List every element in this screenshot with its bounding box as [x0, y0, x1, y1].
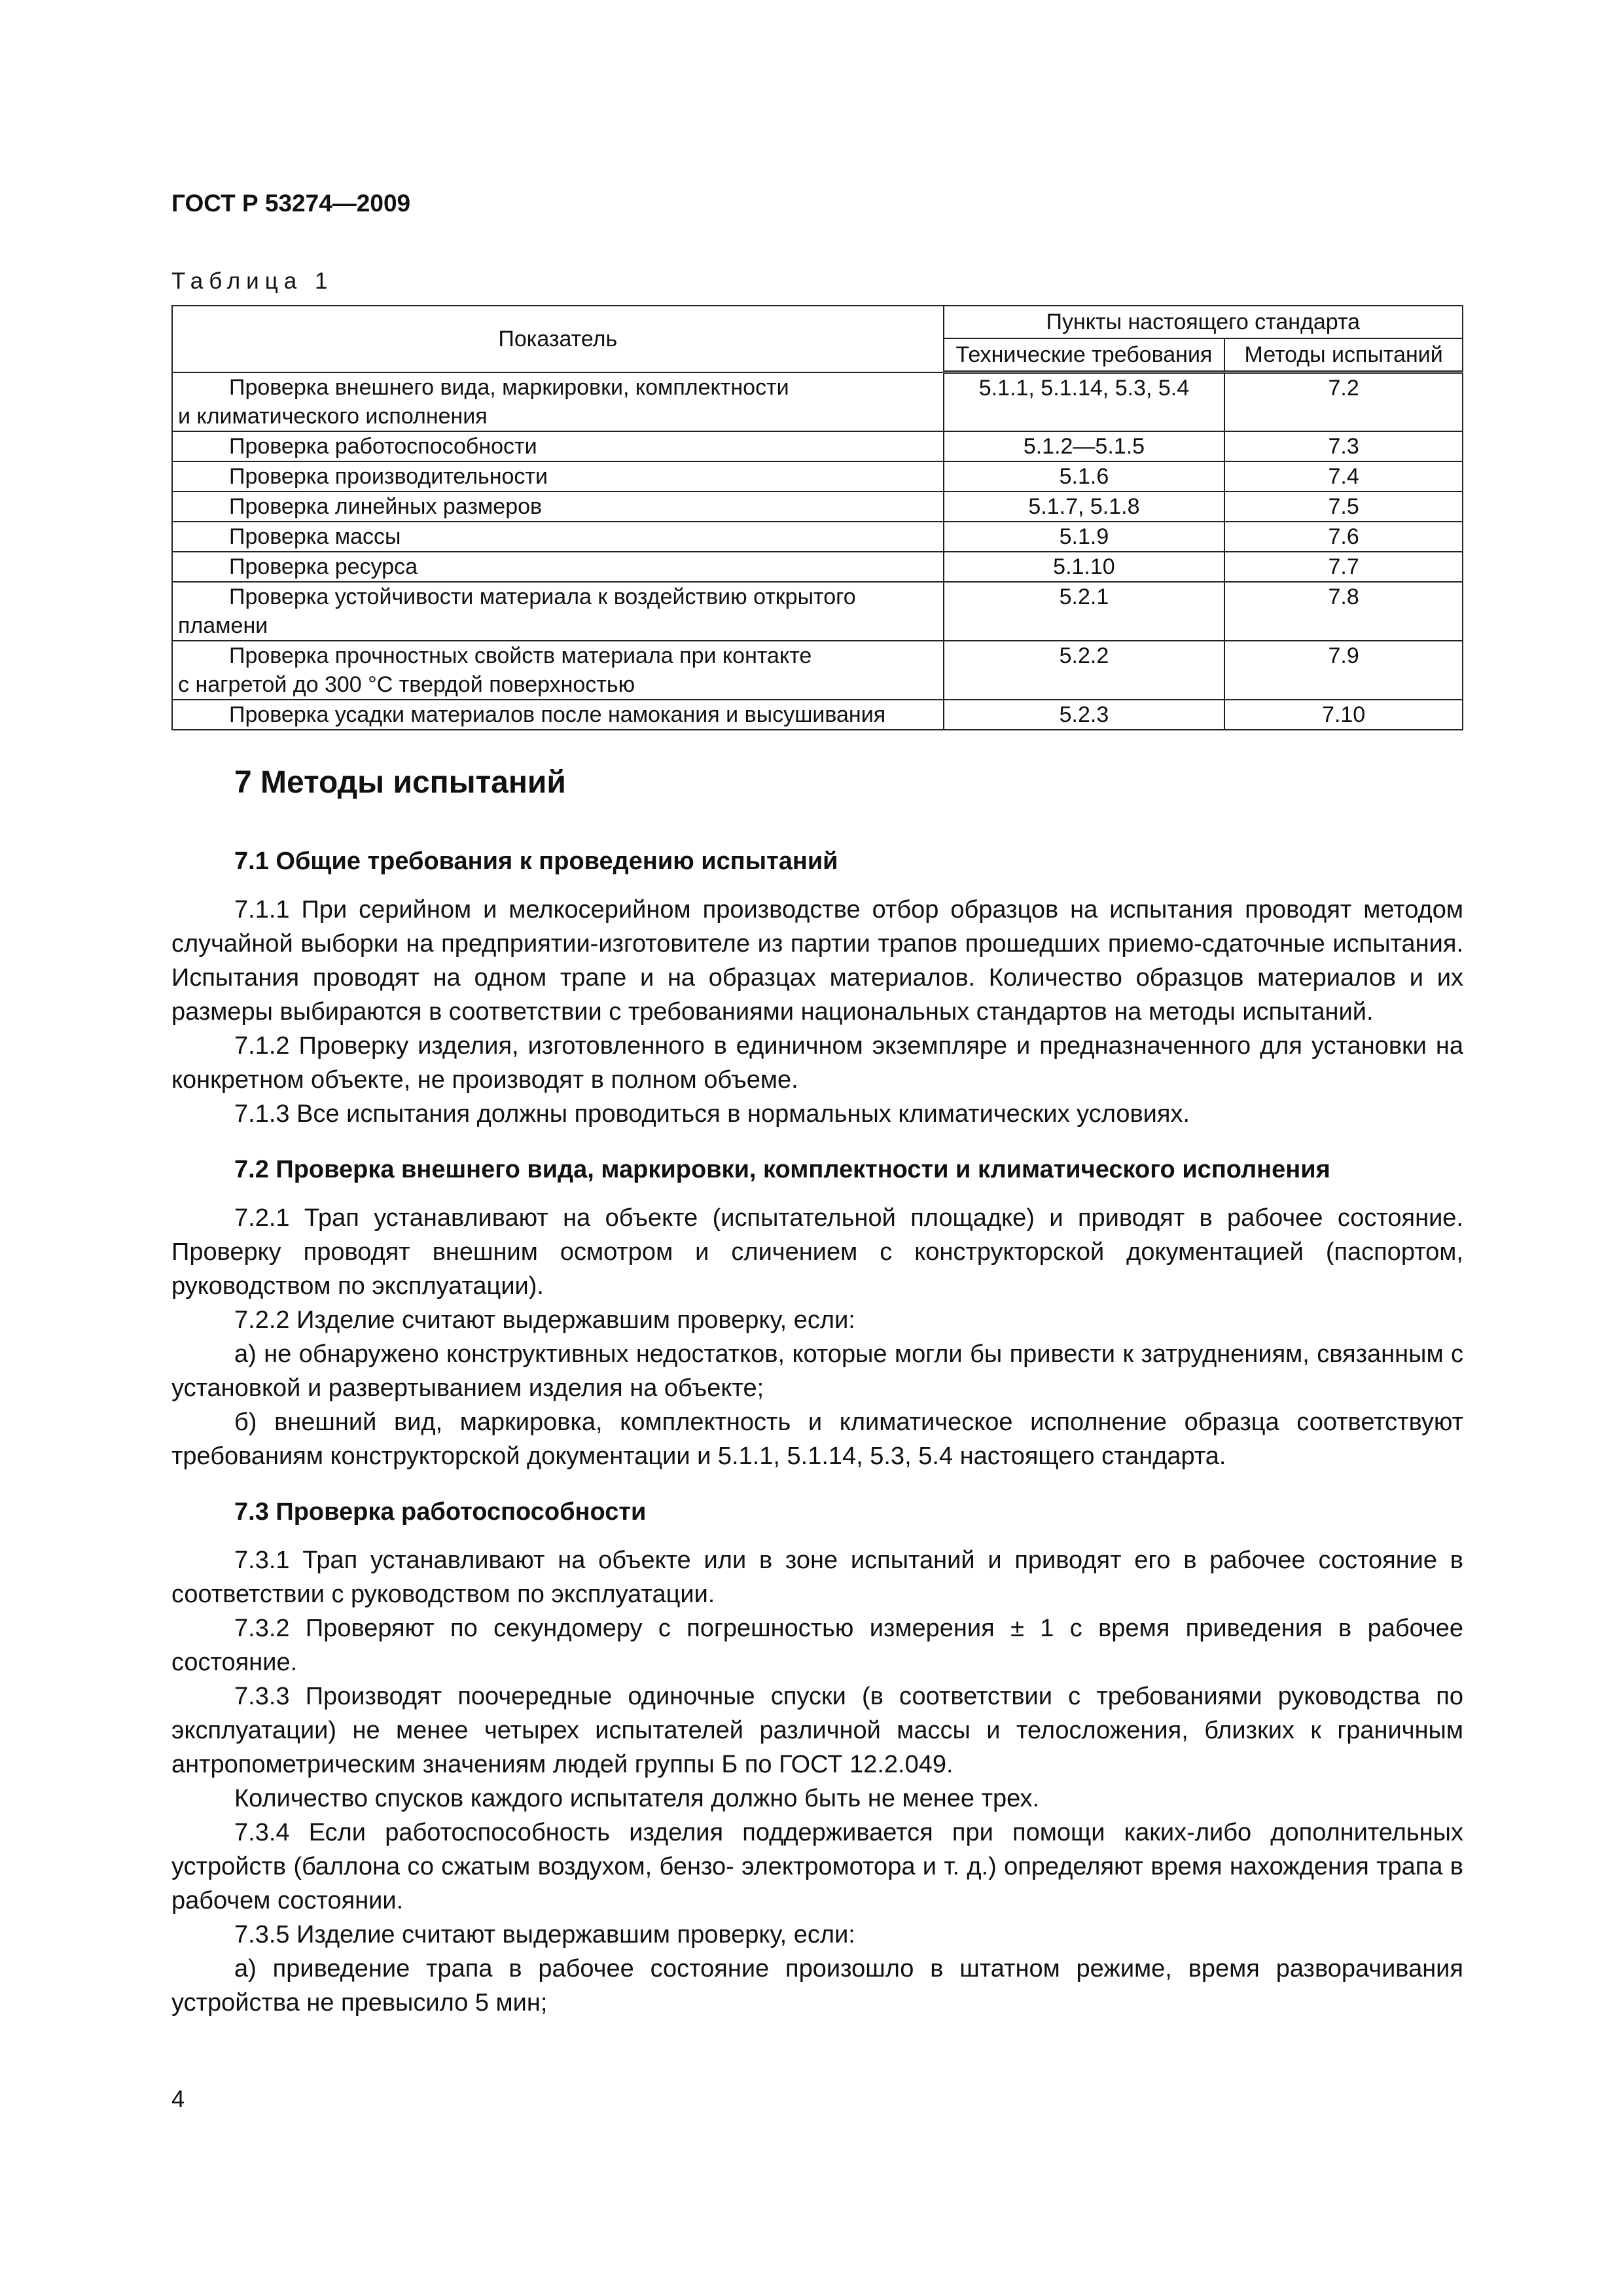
- header-indicator: Показатель: [172, 306, 944, 372]
- row-indicator-line1: Проверка массы: [229, 524, 401, 549]
- section-title: 7 Методы испытаний: [234, 765, 566, 800]
- test-points-table: [171, 305, 1463, 730]
- subsection-7-1-title: 7.1 Общие требования к проведению испытаний: [234, 848, 838, 875]
- header-test-methods: Методы испытаний: [1224, 338, 1463, 372]
- row-indicator: [172, 372, 944, 431]
- row-requirements: 5.1.9: [944, 522, 1225, 552]
- row-method: 7.2: [1224, 372, 1463, 431]
- row-indicator-line2: пламени: [178, 613, 268, 638]
- subsection-7-2-title: 7.2 Проверка внешнего вида, маркировки, комплектности и климатического исполнения: [234, 1156, 1330, 1183]
- row-requirements: 5.2.1: [944, 582, 1225, 641]
- row-requirements: 5.2.3: [944, 700, 1225, 730]
- table-row: [172, 461, 1463, 492]
- table-row: [172, 641, 1463, 700]
- row-method: 7.5: [1224, 492, 1463, 522]
- paragraph-7-1-2: 7.1.2 Проверку изделия, изготовленного в единичном экземпляре и предназначенного для установки на конкретном объекте, не производят в полном объеме.: [171, 1032, 1463, 1094]
- row-requirements: 5.1.7, 5.1.8: [944, 492, 1225, 522]
- header-technical-requirements: Технические требования: [944, 338, 1225, 372]
- paragraph-7-3-2: 7.3.2 Проверяют по секундомеру с погрешностью измерения ± 1 с время приведения в рабочее состояние.: [171, 1615, 1463, 1676]
- row-indicator-line1: Проверка усадки материалов после намокания и высушивания: [229, 702, 886, 727]
- table-row: [172, 552, 1463, 582]
- table-row: [172, 700, 1463, 730]
- row-requirements: 5.2.2: [944, 641, 1225, 700]
- row-indicator: [172, 461, 944, 492]
- page-number: 4: [171, 2085, 185, 2112]
- row-indicator-line1: Проверка производительности: [229, 463, 548, 489]
- paragraph-7-3-1: 7.3.1 Трап устанавливают на объекте или в зоне испытаний и приводят его в рабочее состояние в соответствии с руководством по эксплуатации.: [171, 1547, 1463, 1608]
- row-indicator-line1: Проверка прочностных свойств материала при контакте: [229, 643, 812, 668]
- header-standard-points: Пункты настоящего стандарта: [944, 306, 1463, 338]
- row-method: 7.3: [1224, 431, 1463, 461]
- paragraph-7-3-3: 7.3.3 Производят поочередные одиночные спуски (в соответствии с требованиями руководства по эксплуатации) не менее четырех испытателей различной массы и телосложения, близких к граничным антропометрическим значениям людей группы Б по ГОСТ 12.2.049.: [171, 1683, 1463, 1778]
- row-indicator: [172, 641, 944, 700]
- paragraph-7-3-3-note: Количество спусков каждого испытателя должно быть не менее трех.: [234, 1785, 1040, 1812]
- row-requirements: 5.1.10: [944, 552, 1225, 582]
- paragraph-7-2-1: 7.2.1 Трап устанавливают на объекте (испытательной площадке) и приводят в рабочее состояние. Проверку проводят внешним осмотром и сличением с конструкторской документацией (паспортом, руководством по эксплуатации).: [171, 1204, 1463, 1300]
- row-indicator: [172, 431, 944, 461]
- paragraph-7-1-1: 7.1.1 При серийном и мелкосерийном производстве отбор образцов на испытания проводят методом случайной выборки на предприятии-изготовителе из партии трапов прошедших приемо-сдаточные испытания. Испытания проводят на одном трапе и на образцах материалов. Количество образцов материалов и их размеры выбираются в соответствии с требованиями национальных стандартов на методы испытаний.: [171, 896, 1463, 1026]
- row-indicator-line2: и климатического исполнения: [178, 403, 488, 429]
- row-indicator-line2: с нагретой до 300 °С твердой поверхностью: [178, 672, 635, 697]
- paragraph-7-2-2: 7.2.2 Изделие считают выдержавшим проверку, если:: [234, 1306, 855, 1334]
- document-code: ГОСТ Р 53274—2009: [171, 190, 411, 217]
- row-method: 7.9: [1224, 641, 1463, 700]
- paragraph-7-3-5: 7.3.5 Изделие считают выдержавшим проверку, если:: [234, 1921, 855, 1948]
- row-indicator: [172, 552, 944, 582]
- row-indicator: [172, 492, 944, 522]
- row-method: 7.8: [1224, 582, 1463, 641]
- paragraph-7-3-5-a: а) приведение трапа в рабочее состояние произошло в штатном режиме, время разворачивания устройства не превысило 5 мин;: [171, 1955, 1463, 2017]
- paragraph-7-1-3: 7.1.3 Все испытания должны проводиться в нормальных климатических условиях.: [234, 1100, 1190, 1128]
- table-row: [172, 431, 1463, 461]
- row-indicator-line1: Проверка работоспособности: [229, 433, 537, 459]
- table-row: [172, 522, 1463, 552]
- row-indicator-line1: Проверка ресурса: [229, 554, 418, 579]
- row-indicator: [172, 522, 944, 552]
- row-indicator-line1: Проверка линейных размеров: [229, 493, 543, 519]
- paragraph-7-3-4: 7.3.4 Если работоспособность изделия поддерживается при помощи каких-либо дополнительных устройств (баллона со сжатым воздухом, бензо- электромотора и т. д.) определяют время нахождения трапа в рабочем состоянии.: [171, 1819, 1463, 1914]
- paragraph-7-2-2-a: а) не обнаружено конструктивных недостатков, которые могли бы привести к затруднениям, связанным с установкой и развертыванием изделия на объекте;: [171, 1340, 1463, 1402]
- row-indicator: [172, 700, 944, 730]
- table-row: [172, 582, 1463, 641]
- row-requirements: 5.1.1, 5.1.14, 5.3, 5.4: [944, 372, 1225, 431]
- row-requirements: 5.1.2—5.1.5: [944, 431, 1225, 461]
- paragraph-7-2-2-b: б) внешний вид, маркировка, комплектность и климатическое исполнение образца соответствуют требованиям конструкторской документации и 5.1.1, 5.1.14, 5.3, 5.4 настоящего стандарта.: [171, 1408, 1463, 1470]
- row-indicator-line1: Проверка внешнего вида, маркировки, комплектности: [229, 374, 789, 400]
- table-row: [172, 492, 1463, 522]
- subsection-7-3-title: 7.3 Проверка работоспособности: [234, 1498, 647, 1526]
- table-caption: Таблица 1: [171, 268, 334, 294]
- row-method: 7.6: [1224, 522, 1463, 552]
- row-indicator: [172, 582, 944, 641]
- row-requirements: 5.1.6: [944, 461, 1225, 492]
- table-row: [172, 372, 1463, 431]
- row-method: 7.10: [1224, 700, 1463, 730]
- row-method: 7.7: [1224, 552, 1463, 582]
- row-indicator-line1: Проверка устойчивости материала к воздействию открытого: [229, 584, 856, 609]
- main-content: [171, 764, 1463, 2020]
- row-method: 7.4: [1224, 461, 1463, 492]
